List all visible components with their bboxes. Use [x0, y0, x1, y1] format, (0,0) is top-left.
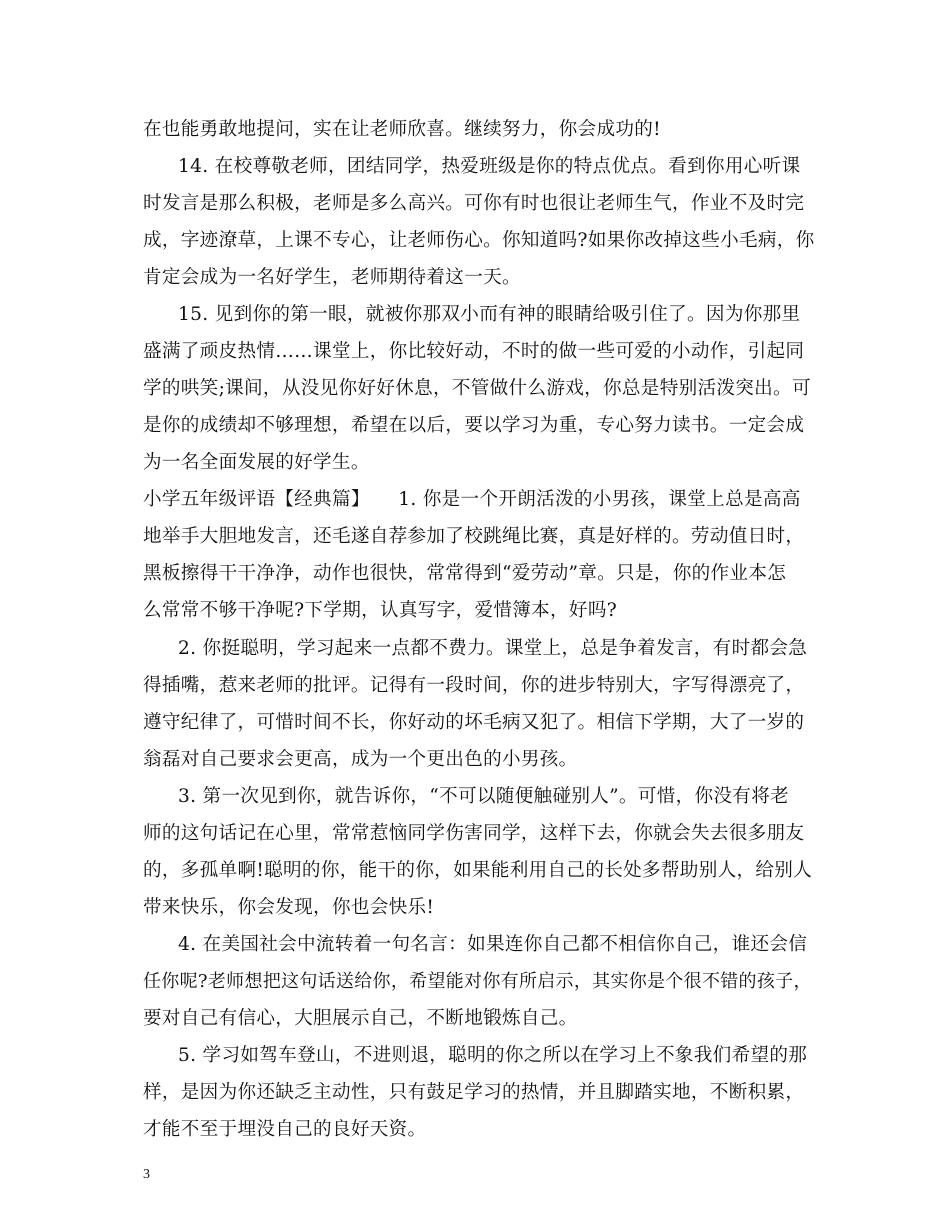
text-line: 15. 见到你的第一眼，就被你那双小而有神的眼睛给吸引住了。因为你那里 — [178, 304, 801, 325]
text-line: 样，是因为你还缺乏主动性，只有鼓足学习的热情，并且脚踏实地，不断积累， — [143, 1082, 805, 1103]
page-number: 3 — [143, 1167, 150, 1182]
text-line: 14. 在校尊敬老师，团结同学，热爱班级是你的特点优点。看到你用心听课 — [178, 156, 801, 177]
text-line: 带来快乐，你会发现，你也会快乐! — [143, 897, 435, 918]
text-line: 3. 第一次见到你，就告诉你，“不可以随便触碰别人”。可惜，你没有将老 — [178, 786, 789, 807]
text-line: 任你呢?老师想把这句话送给你，希望能对你有所启示，其实你是个很不错的孩子， — [143, 971, 812, 992]
text-line: 么常常不够干净呢?下学期，认真写字，爱惜簿本，好吗? — [143, 600, 617, 621]
text-line: 盛满了顽皮热情……课堂上，你比较好动，不时的做一些可爱的小动作，引起同 — [143, 341, 805, 362]
text-line: 师的这句话记在心里，常常惹恼同学伤害同学，这样下去，你就会失去很多朋友 — [143, 823, 805, 844]
text-line: 得插嘴，惹来老师的批评。记得有一段时间，你的进步特别大，字写得漂亮了， — [143, 675, 805, 696]
text-line: 是你的成绩却不够理想，希望在以后，要以学习为重，专心努力读书。一定会成 — [143, 415, 805, 436]
text-line: 时发言是那么积极，老师是多么高兴。可你有时也很让老师生气，作业不及时完 — [143, 193, 805, 214]
text-line: 4. 在美国社会中流转着一句名言：如果连你自己都不相信你自己，谁还会信 — [178, 934, 808, 955]
text-line: 肯定会成为一名好学生，老师期待着这一天。 — [143, 267, 521, 288]
text-line: 2. 你挺聪明，学习起来一点都不费力。课堂上，总是争着发言，有时都会急 — [178, 638, 808, 659]
text-line: 成，字迹潦草，上课不专心，让老师伤心。你知道吗?如果你改掉这些小毛病，你 — [143, 230, 815, 251]
text-line: 在也能勇敢地提问，实在让老师欣喜。继续努力，你会成功的! — [143, 119, 661, 140]
text-line: 地举手大胆地发言，还毛遂自荐参加了校跳绳比赛，真是好样的。劳动值日时， — [143, 526, 805, 547]
text-line: 黑板擦得干干净净，动作也很快，常常得到“爱劳动”章。只是，你的作业本怎 — [143, 563, 787, 584]
text-line: 要对自己有信心，大胆展示自己，不断地锻炼自己。 — [143, 1008, 578, 1029]
text-line: 为一名全面发展的好学生。 — [143, 452, 370, 473]
text-line: 遵守纪律了，可惜时间不长，你好动的坏毛病又犯了。相信下学期，大了一岁的 — [143, 712, 805, 733]
text-line: 学的哄笑;课间，从没见你好好休息，不管做什么游戏，你总是特别活泼突出。可 — [143, 378, 811, 399]
text-line: 的，多孤单啊!聪明的你，能干的你，如果能利用自己的长处多帮助别人，给别人 — [143, 860, 813, 881]
text-line: 翁磊对自己要求会更高，成为一个更出色的小男孩。 — [143, 749, 578, 770]
text-line: 才能不至于埋没自己的良好天资。 — [143, 1119, 427, 1140]
text-line: 5. 学习如驾车登山，不进则退，聪明的你之所以在学习上不象我们希望的那 — [178, 1045, 808, 1066]
section-heading-line: 小学五年级评语【经典篇】 1. 你是一个开朗活泼的小男孩，课堂上总是高高 — [143, 489, 801, 510]
